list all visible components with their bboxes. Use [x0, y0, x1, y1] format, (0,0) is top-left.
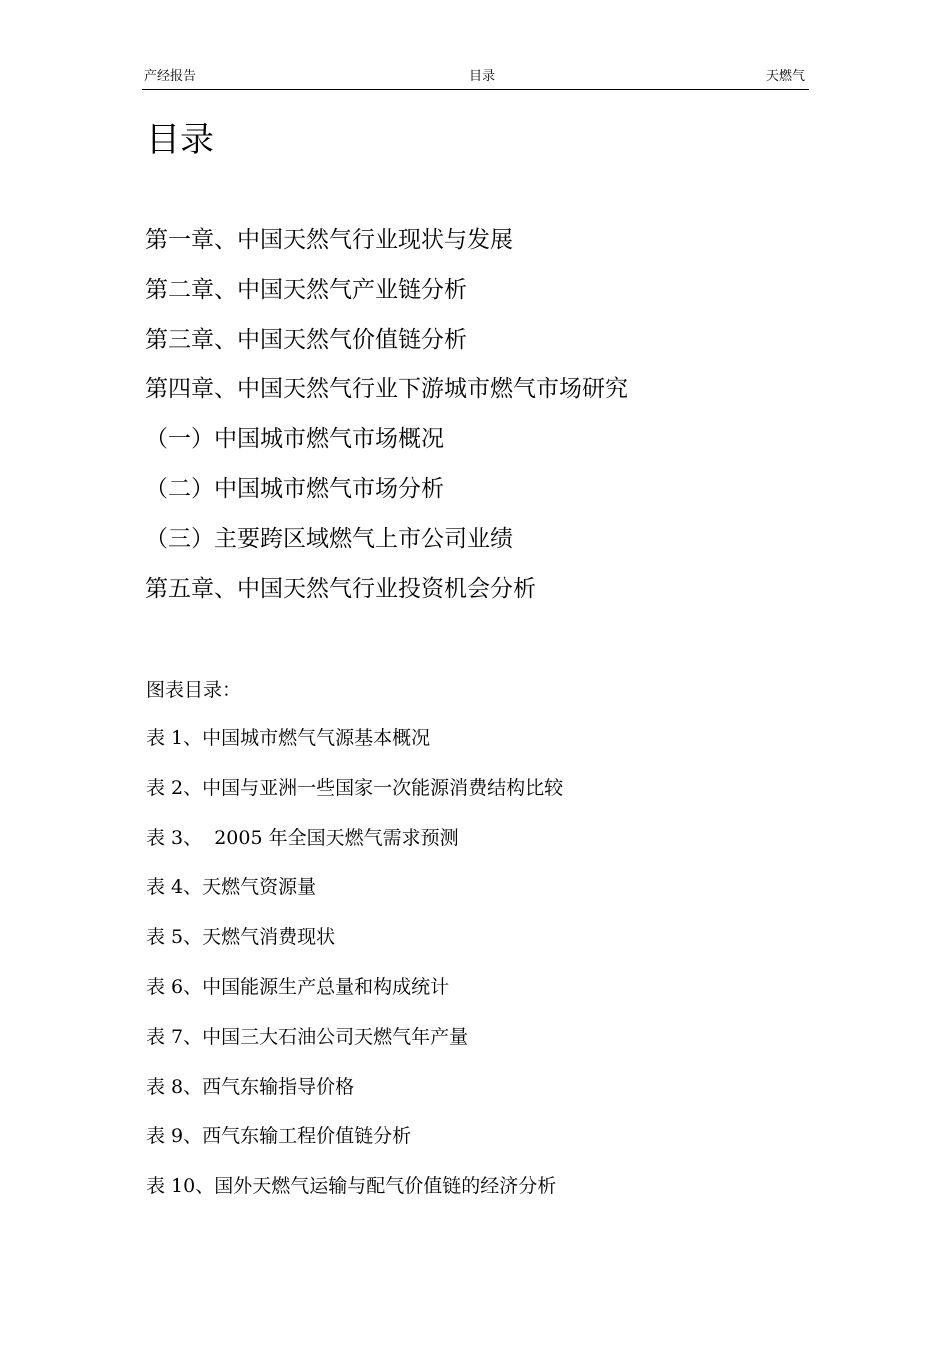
- figures-heading: 图表目录：: [146, 679, 242, 701]
- figure-item-10[interactable]: 表 10、国外天燃气运输与配气价值链的经济分析: [146, 1175, 557, 1198]
- figure-item-4[interactable]: 表 4、天燃气资源量: [146, 876, 317, 899]
- page-title: 目录: [146, 120, 214, 160]
- toc-item-section-4-3[interactable]: （三）主要跨区域燃气上市公司业绩: [145, 525, 513, 552]
- header-left-text: 产经报告: [144, 69, 197, 84]
- figure-item-9[interactable]: 表 9、西气东输工程价值链分析: [146, 1125, 412, 1148]
- toc-item-chapter-2[interactable]: 第二章、中国天然气产业链分析: [145, 276, 467, 303]
- figure-item-7[interactable]: 表 7、中国三大石油公司天燃气年产量: [146, 1025, 469, 1048]
- toc-item-section-4-2[interactable]: （二）中国城市燃气市场分析: [145, 475, 444, 502]
- figure-item-8[interactable]: 表 8、西气东输指导价格: [146, 1075, 355, 1098]
- toc-item-chapter-3[interactable]: 第三章、中国天然气价值链分析: [145, 326, 467, 353]
- figure-item-3[interactable]: 表 3、 2005 年全国天燃气需求预测: [146, 826, 459, 849]
- figure-item-5[interactable]: 表 5、天燃气消费现状: [146, 926, 336, 949]
- header-center-text: 目录: [469, 69, 496, 84]
- figure-item-2[interactable]: 表 2、中国与亚洲一些国家一次能源消费结构比较: [146, 776, 564, 799]
- figure-item-6[interactable]: 表 6、中国能源生产总量和构成统计: [146, 975, 450, 998]
- toc-item-section-4-1[interactable]: （一）中国城市燃气市场概况: [145, 426, 444, 453]
- table-of-contents: [145, 222, 628, 620]
- header-right-text: 天燃气: [765, 69, 805, 84]
- figures-list: [146, 723, 563, 1221]
- figure-item-1[interactable]: 表 1、中国城市燃气气源基本概况: [146, 727, 431, 749]
- toc-item-chapter-1[interactable]: 第一章、中国天然气行业现状与发展: [145, 227, 513, 253]
- page-header: [142, 66, 809, 90]
- toc-item-chapter-4[interactable]: 第四章、中国天然气行业下游城市燃气市场研究: [145, 376, 628, 403]
- toc-item-chapter-5[interactable]: 第五章、中国天然气行业投资机会分析: [145, 575, 536, 602]
